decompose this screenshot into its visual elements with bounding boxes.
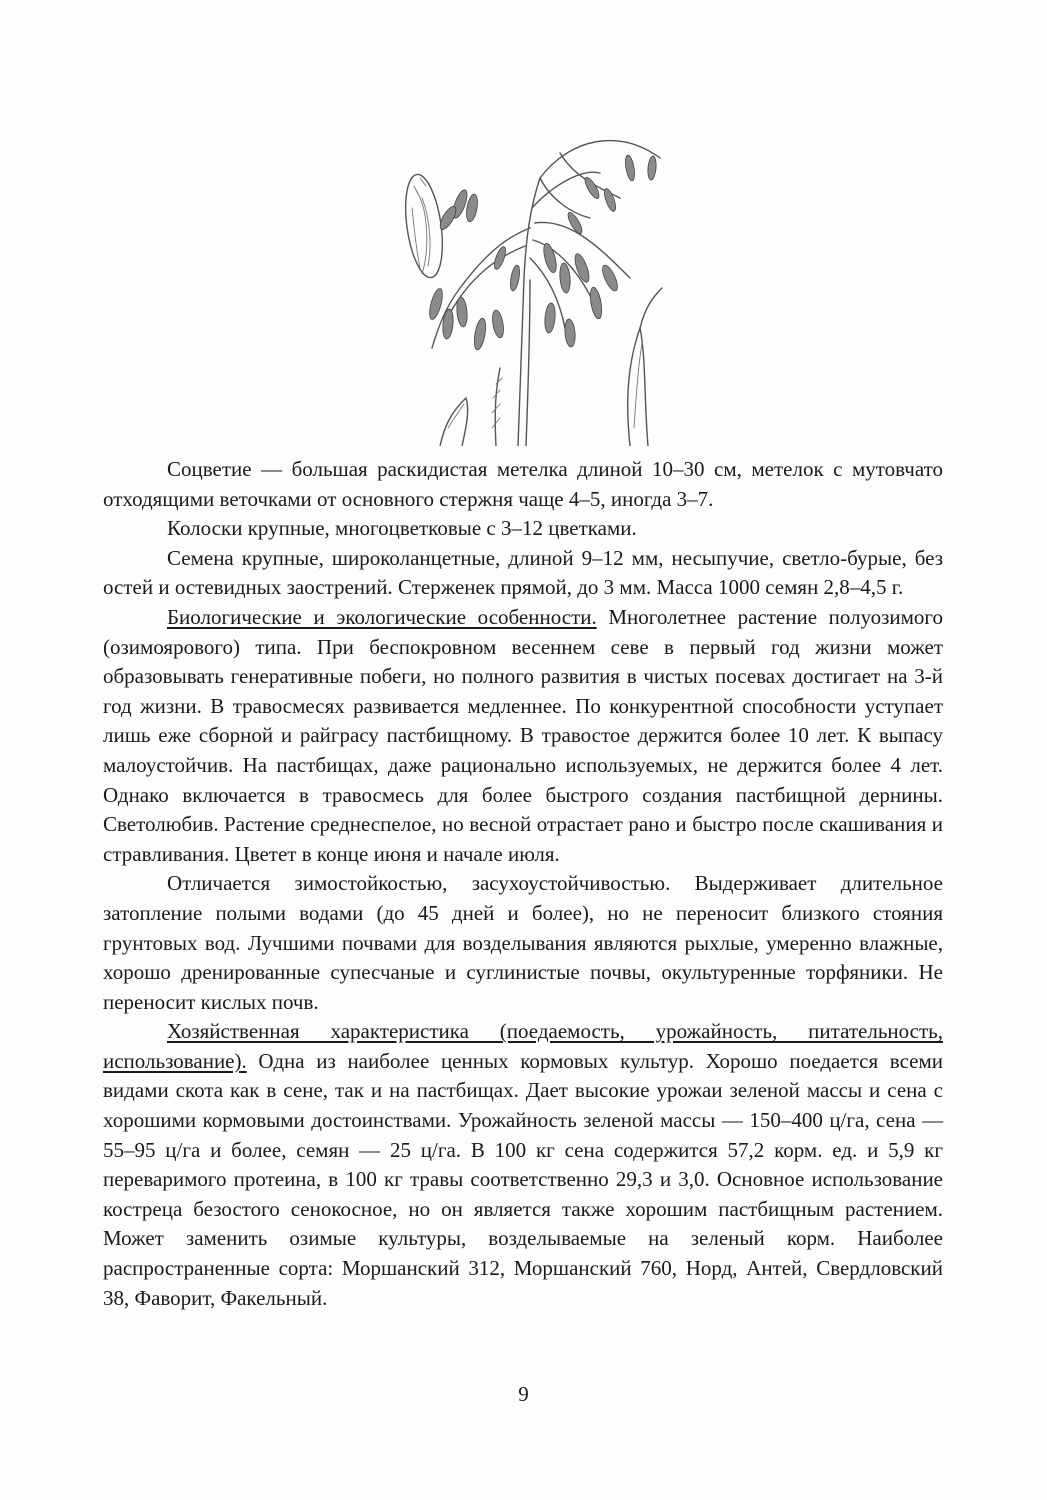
bromus-plant-drawing-icon <box>400 128 680 446</box>
paragraph-economics <box>103 1017 943 1313</box>
paragraph-biology-body: Многолетнее растение полуозимого (озимоярового) типа. При беспокровном весеннем севе в первый год жизни может образовывать генеративные побеги, но полного развития в чистых посевах достигает на 3-й год жизни. В травосмесях развивается медленнее. По конкурентной способности уступает лишь еже сборной и райграсу пастбищному. В травостое держится более 10 лет. К выпасу малоустойчив. На пастбищах, даже рационально используемых, не держится более 4 лет. Однако включается в травосмесь для более быстрого создания пастбищной дернины. Светолюбив. Растение среднеспелое, но весной отрастает рано и быстро после скашивания и стравливания. Цветет в конце июня и начале июля. <box>103 604 943 866</box>
plant-illustration <box>400 128 680 446</box>
body-text <box>103 455 943 1313</box>
page-number: 9 <box>518 1382 529 1406</box>
paragraph-economics-body: Одна из наиболее ценных кормовых культур. Хорошо поедается всеми видами скота как в сене, так и на пастбищах. Дает высокие урожаи зеленой массы и сена с хорошими кормовыми достоинствами. Урожайность зеленой массы — 150–400 ц/га, сена — 55–95 ц/га и более, семян — 25 ц/га. В 100 кг сена содержится 57,2 корм. ед. и 5,9 кг переваримого протеина, в 100 кг травы соответственно 29,3 и 3,0. Основное использование костреца безостого сенокосное, но он является также хорошим пастбищным растением. Может заменить озимые культуры, возделываемые на зеленый корм. Наиболее распространенные сорта: Моршанский 312, Моршанский 760, Норд, Антей, Свердловский 38, Фаворит, Факельный. <box>103 1048 943 1310</box>
paragraph-inflorescence: Соцветие — большая раскидистая метелка длиной 10–30 см, метелок с мутовчато отходящими веточками от основного стержня чаще 4–5, иногда 3–7. <box>103 457 943 511</box>
paragraph-spikelets: Колоски крупные, многоцветковые с 3–12 цветками. <box>167 516 637 541</box>
section-heading-biology: Биологические и экологические особенности. <box>167 604 597 629</box>
section-heading-economics: Хозяйственная характеристика (поедаемость, урожайность, питательность, использование). <box>103 1019 943 1073</box>
paragraph-seeds: Семена крупные, широколанцетные, длиной 9–12 мм, несыпучие, светло-бурые, без остей и остевидных заострений. Стерженек прямой, до 3 мм. Масса 1000 семян 2,8–4,5 г. <box>103 545 943 600</box>
paragraph-biology <box>103 603 943 869</box>
paragraph-hardiness: Отличается зимостойкостью, засухоустойчивостью. Выдерживает длительное затопление полыми водами (до 45 дней и более), но не переносит близкого стояния грунтовых вод. Лучшими почвами для возделывания являются рыхлые, умеренно влажные, хорошо дренированные супесчаные и суглинистые почвы, окультуренные торфяники. Не переносит кислых почв. <box>103 871 943 1014</box>
